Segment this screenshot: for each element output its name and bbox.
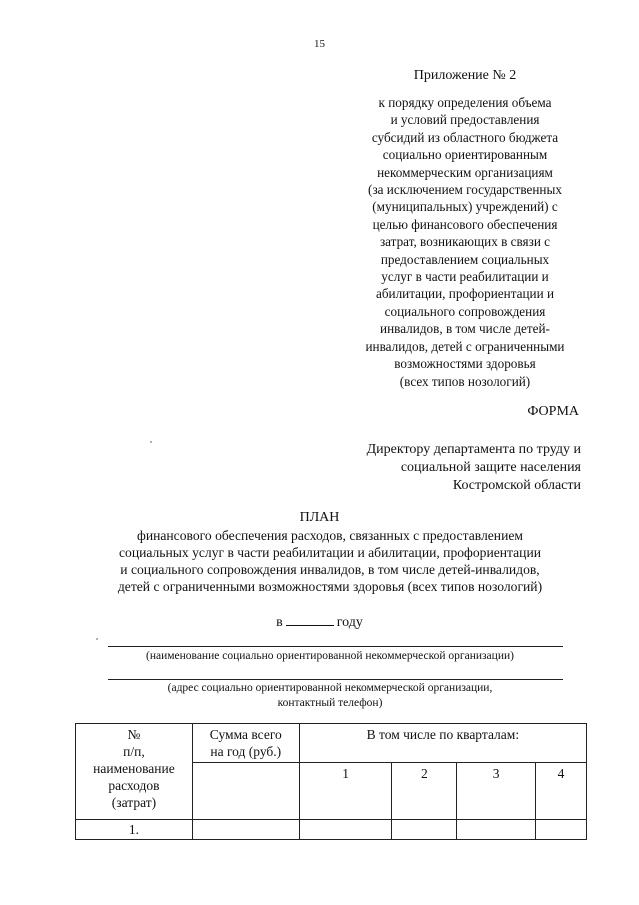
year-blank-field[interactable] (286, 613, 334, 626)
form-label: ФОРМА (527, 404, 579, 419)
appendix-line: некоммерческим организациям (377, 164, 553, 180)
appendix-description (330, 94, 600, 390)
appendix-line: (за исключением государственных (368, 182, 562, 198)
org-name-caption (80, 649, 580, 664)
org-address-caption-line: контактный телефон) (277, 697, 383, 709)
table-cell[interactable] (392, 820, 457, 840)
org-name-blank-line[interactable] (108, 646, 563, 647)
appendix-line: (всех типов нозологий) (399, 373, 531, 389)
table-cell[interactable] (192, 763, 299, 820)
appendix-line: инвалидов, в том числе детей- (380, 321, 550, 337)
plan-line: детей с ограниченными возможностями здоровья (всех типов нозологий) (117, 579, 543, 594)
plan-title: ПЛАН (299, 510, 340, 525)
header-text: на год (руб.) (210, 744, 282, 759)
plan-line: финансового обеспечения расходов, связанных с предоставлением (137, 528, 523, 543)
addressee-line: Директору департамента по труду и (366, 442, 581, 457)
header-item-column (76, 724, 193, 820)
header-quarters-group (299, 724, 586, 763)
table-header-row (76, 724, 587, 763)
plan-description (80, 527, 580, 595)
header-total-column (192, 724, 299, 763)
appendix-line: целью финансового обеспечения (372, 216, 558, 232)
addressee-line: социальной защите населения (400, 460, 581, 475)
org-address-blank-line[interactable] (108, 679, 563, 680)
org-name-caption-text: (наименование социально ориентированной некоммерческой организации) (146, 650, 514, 662)
cost-plan-table (75, 723, 587, 840)
org-address-caption (80, 681, 580, 711)
appendix-line: субсидий из областного бюджета (371, 129, 559, 145)
header-quarter-2: 2 (392, 763, 457, 820)
header-quarter-3: 3 (457, 763, 536, 820)
header-quarter-1: 1 (299, 763, 392, 820)
org-address-caption-line: (адрес социально ориентированной некоммерческой организации, (167, 682, 493, 694)
appendix-line: услуг в части реабилитации и (381, 269, 549, 285)
appendix-line: предоставлением социальных (380, 251, 550, 267)
page-number: 15 (314, 38, 325, 50)
header-text: № (127, 727, 141, 742)
appendix-title: Приложение № 2 (413, 68, 517, 83)
appendix-line: затрат, возникающих в связи с (379, 234, 551, 250)
appendix-line: социального сопровождения (384, 303, 546, 319)
header-text: Сумма всего (209, 727, 282, 742)
table-cell[interactable] (536, 820, 587, 840)
header-quarter-4: 4 (536, 763, 587, 820)
header-text: наименование (93, 761, 175, 776)
table-cell[interactable] (457, 820, 536, 840)
scan-speck (150, 441, 152, 443)
header-text: п/п, (123, 744, 145, 759)
appendix-line: инвалидов, детей с ограниченными (365, 338, 565, 354)
scan-speck (96, 638, 98, 640)
addressee-line: Костромской области (452, 478, 581, 493)
appendix-line: социально ориентированным (382, 147, 548, 163)
table-cell[interactable] (192, 820, 299, 840)
appendix-line: (муниципальных) учреждений) с (372, 199, 558, 215)
year-suffix: году (336, 615, 363, 630)
header-text: расходов (108, 778, 160, 793)
appendix-line: к порядку определения объема (378, 95, 552, 110)
addressee-block (330, 441, 581, 495)
table-cell[interactable] (299, 820, 392, 840)
row-number: 1. (76, 820, 193, 840)
year-prefix: в (276, 615, 283, 630)
year-line (0, 613, 639, 631)
table-row (76, 820, 587, 840)
header-text: (затрат) (111, 795, 157, 810)
appendix-line: абилитации, профориентации и (375, 286, 555, 302)
appendix-line: возможностями здоровья (394, 356, 536, 372)
plan-line: социальных услуг в части реабилитации и абилитации, профориентации (118, 545, 542, 560)
appendix-line: и условий предоставления (390, 112, 540, 128)
header-text: В том числе по кварталам: (366, 727, 520, 742)
plan-line: и социального сопровождения инвалидов, в том числе детей-инвалидов, (120, 562, 540, 577)
